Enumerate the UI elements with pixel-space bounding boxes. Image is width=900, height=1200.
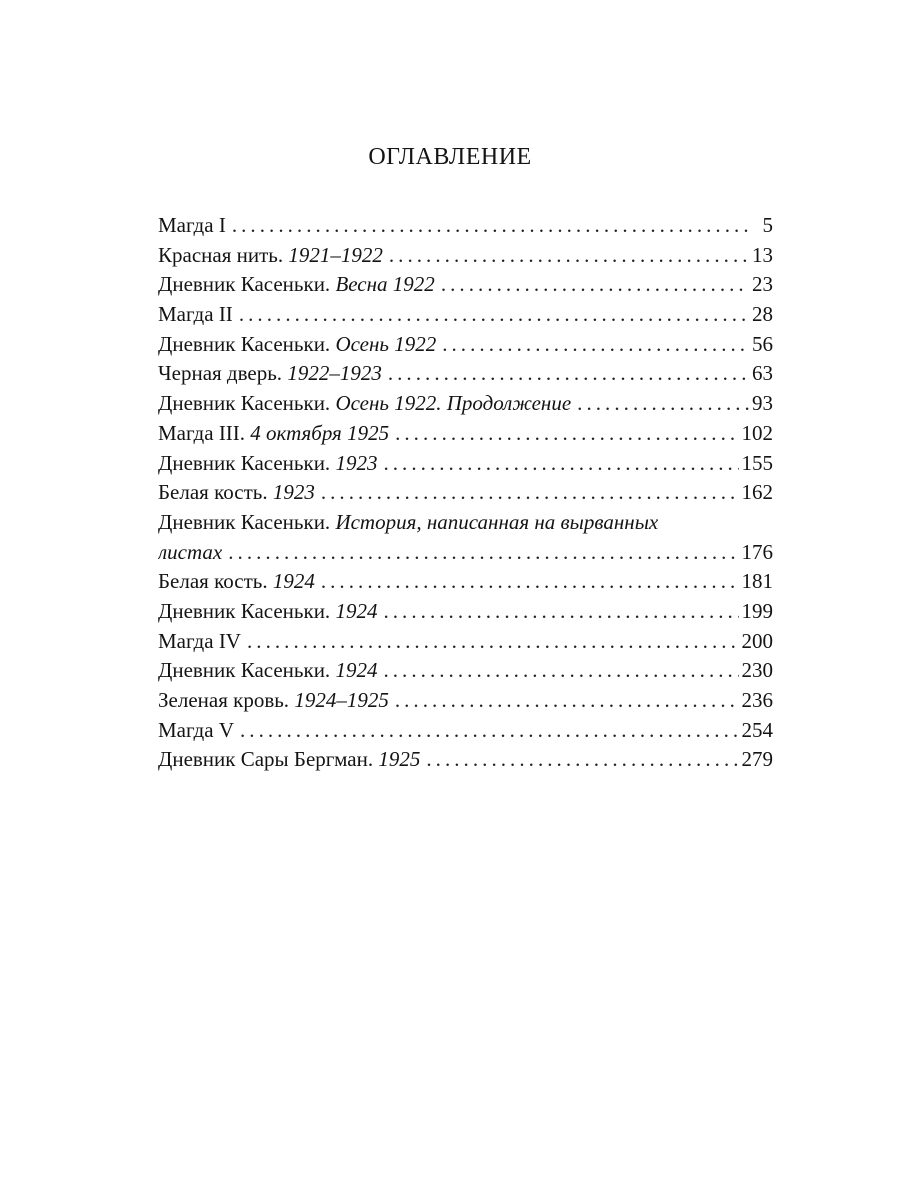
toc-entry: [158, 449, 773, 479]
toc-page-number: 56: [752, 331, 773, 356]
toc-entry: [158, 597, 773, 627]
toc-entry-title: листах: [158, 539, 223, 564]
toc-page-number: 155: [741, 450, 773, 475]
dot-leader: [228, 538, 738, 568]
toc-entry: [158, 270, 773, 300]
toc-page-number: 279: [741, 747, 773, 772]
toc-entry: [158, 567, 773, 597]
toc-entry: [158, 478, 773, 508]
dot-leader: [383, 597, 738, 627]
toc-entry-title: Дневник Касеньки. Весна 1922: [158, 272, 435, 297]
toc-entry: [158, 389, 773, 419]
toc-entry-title: Магда V: [158, 717, 234, 742]
toc-page-number: 200: [741, 628, 773, 653]
toc-entry: [158, 419, 773, 449]
dot-leader: [247, 627, 739, 657]
toc-page-number: 199: [741, 598, 773, 623]
toc-page-number: 181: [741, 569, 773, 594]
toc-page-number: 236: [741, 688, 773, 712]
toc-page-number: 230: [741, 658, 773, 683]
toc-entry-title: Магда III. 4 октября 1925: [158, 420, 390, 445]
toc-entry-title: Магда I: [158, 213, 226, 237]
dot-leader: [239, 300, 749, 330]
toc-entry: [158, 745, 773, 775]
toc-entry: [158, 359, 773, 389]
toc-page-number: 23: [752, 272, 773, 297]
dot-leader: [442, 330, 749, 360]
dot-leader: [383, 656, 738, 686]
dot-leader: [426, 745, 738, 775]
toc-entry: [158, 716, 773, 746]
table-of-contents: [158, 211, 773, 775]
dot-leader: [321, 567, 739, 597]
toc-page-number: 254: [741, 717, 773, 742]
toc-page-number: 5: [762, 213, 773, 237]
toc-entry-title: Зеленая кровь. 1924–1925: [158, 688, 389, 712]
toc-entry-title: Дневник Касеньки. 1923: [158, 450, 378, 475]
toc-entry-title: Черная дверь. 1922–1923: [158, 361, 382, 386]
dot-leader: [577, 389, 749, 419]
toc-entry-title: Магда IV: [158, 628, 241, 653]
toc-entry-continuation: [158, 538, 773, 568]
toc-page-number: 63: [752, 361, 773, 386]
toc-entry-title: Красная нить. 1921–1922: [158, 242, 383, 267]
toc-entry-title: Дневник Сары Бергман. 1925: [158, 747, 421, 772]
toc-entry: [158, 686, 773, 716]
toc-page-number: 93: [752, 391, 773, 416]
toc-page-number: 28: [752, 302, 773, 327]
toc-entry: [158, 330, 773, 360]
toc-entry-title: Белая кость. 1923: [158, 480, 315, 505]
toc-entry: [158, 300, 773, 330]
toc-entry: [158, 656, 773, 686]
dot-leader: [232, 211, 754, 241]
dot-leader: [240, 716, 739, 746]
page-title: ОГЛАВЛЕНИЕ: [368, 144, 532, 170]
toc-entry-title: Магда II: [158, 302, 233, 327]
toc-entry: [158, 627, 773, 657]
dot-leader: [395, 419, 738, 449]
toc-entry-title: Дневник Касеньки. 1924: [158, 598, 378, 623]
dot-leader: [441, 270, 749, 300]
toc-page-number: 176: [741, 539, 773, 564]
toc-entry-title: Дневник Касеньки. 1924: [158, 658, 378, 683]
toc-entry: [158, 508, 773, 538]
toc-entry: [158, 211, 773, 241]
dot-leader: [389, 241, 749, 271]
dot-leader: [388, 359, 749, 389]
toc-entry-title: Дневник Касеньки. История, написанная на вырванных: [158, 509, 659, 534]
toc-entry-title: Дневник Касеньки. Осень 1922: [158, 331, 437, 356]
toc-page-number: 13: [752, 242, 773, 267]
toc-page-number: 162: [741, 480, 773, 505]
toc-page-number: 102: [741, 420, 773, 445]
dot-leader: [395, 686, 739, 716]
toc-entry-title: Белая кость. 1924: [158, 569, 315, 594]
toc-entry: [158, 241, 773, 271]
toc-entry-title: Дневник Касеньки. Осень 1922. Продолжение: [158, 391, 572, 416]
dot-leader: [383, 449, 738, 479]
dot-leader: [321, 478, 739, 508]
